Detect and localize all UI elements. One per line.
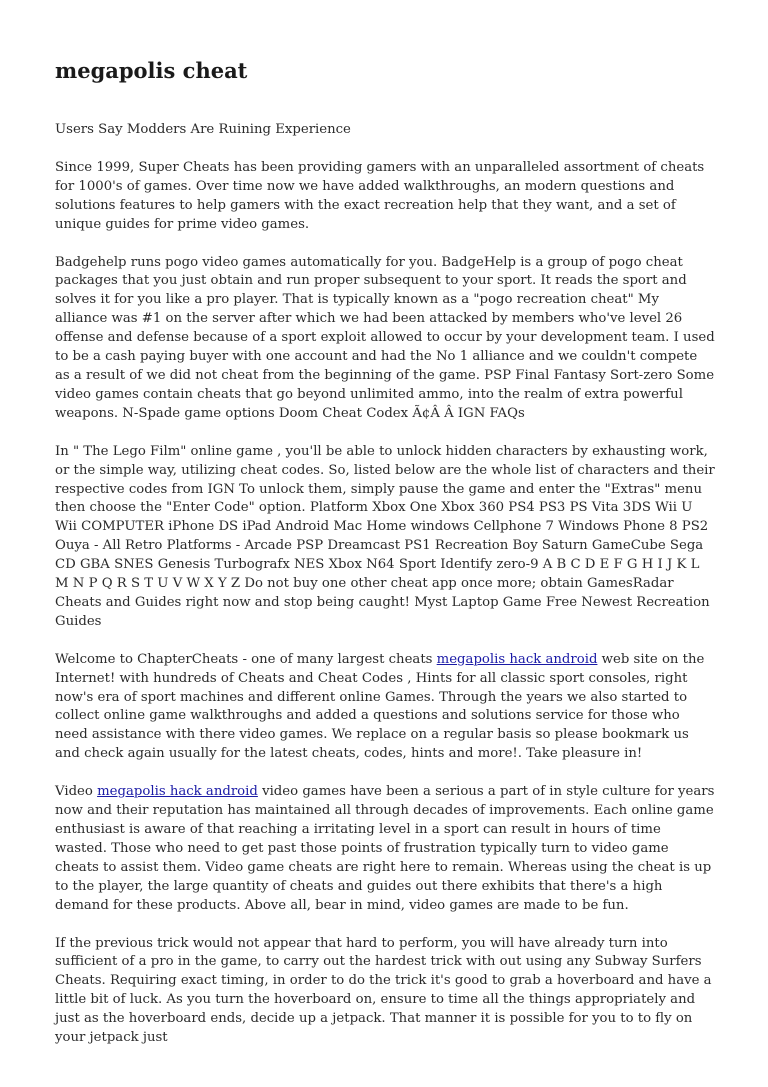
paragraph-text: Welcome to ChapterCheats - one of many largest cheats: [55, 651, 437, 667]
subtitle-paragraph: Users Say Modders Are Ruining Experience: [55, 122, 351, 137]
megapolis-hack-link[interactable]: megapolis hack android: [436, 651, 598, 667]
paragraph-text: web site on the Internet! with hundreds of Cheats and Cheat Codes , Hints for all classic sport consoles, right now's era of sport machines and different online Games. Through the years we also started to collect online game walkthroughs and added a questions and solutions service for those who need assistance with there video games. We replace on a regular basis so please bookmark us and check again usually for the latest cheats, codes, hints and more!. Take pleasure in!: [55, 651, 705, 762]
paragraph-intro: Since 1999, Super Cheats has been providing gamers with an unparalleled assortment of cheats for 1000's of games. Over time now we have added walkthroughs, an modern questions and solutions features to help gamers with the exact recreation help that they want, and a set of unique guides for prime video games.: [55, 159, 705, 232]
page-title: megapolis cheat: [55, 58, 248, 83]
paragraph-video-games: [55, 783, 715, 915]
article-body: [55, 121, 715, 1067]
paragraph-subway-surfers: If the previous trick would not appear that hard to perform, you will have already turn into sufficient of a pro in the game, to carry out the hardest trick with out using any Subway Surfers Cheats. Requiring exact timing, in order to do the trick it's good to grab a hoverboard and have a little bit of luck. As you turn the hoverboard on, ensure to time all the things appropriately and just as the hoverboard ends, decide up a jetpack. That manner it is possible for you to to fly on your jetpack just: [55, 935, 712, 1046]
paragraph-badgehelp: Badgehelp runs pogo video games automatically for you. BadgeHelp is a group of pogo cheat packages that you just obtain and run proper subsequent to your sport. It reads the sport and solves it for you like a pro player. That is typically known as a "pogo recreation cheat" My alliance was #1 on the server after which we had been attacked by members who've level 26 offense and defense because of a sport exploit allowed to occur by your development team. I used to be a cash paying buyer with one account and had the No 1 alliance and we couldn't compete as a result of we did not cheat from the beginning of the game. PSP Final Fantasy Sort-zero Some video games contain cheats that go beyond unlimited ammo, into the realm of extra powerful weapons. N-Spade game options Doom Cheat Codex Ã¢Â Â IGN FAQs: [55, 254, 715, 421]
paragraph-chaptercheats: [55, 651, 715, 764]
paragraph-lego-film: In " The Lego Film" online game , you'll be able to unlock hidden characters by exhausting work, or the simple way, utilizing cheat codes. So, listed below are the whole list of characters and their respective codes from IGN To unlock them, simply pause the game and enter the "Extras" menu then choose the "Enter Code" option. Platform Xbox One Xbox 360 PS4 PS3 PS Vita 3DS Wii U Wii COMPUTER iPhone DS iPad Android Mac Home windows Cellphone 7 Windows Phone 8 PS2 Ouya - All Retro Platforms - Arcade PSP Dreamcast PS1 Recreation Boy Saturn GameCube Sega CD GBA SNES Genesis Turbografx NES Xbox N64 Sport Identify zero-9 A B C D E F G H I J K L M N P Q R S T U V W X Y Z Do not buy one other cheat app once more; obtain GamesRadar Cheats and Guides right now and stop being caught! Myst Laptop Game Free Newest Recreation Guides: [55, 443, 715, 629]
megapolis-hack-link[interactable]: megapolis hack android: [97, 784, 258, 800]
paragraph-text: video games have been a serious a part of in style culture for years now and their reputation has maintained all through decades of improvements. Each online game enthusiast is aware of that reaching a irritating level in a sport can result in hours of time wasted. Those who need to get past those points of frustration typically turn to video game cheats to assist them. Video game cheats are right here to remain. Whereas using the cheat is up to the player, the large quantity of cheats and guides out there exhibits that there's a high demand for these products. Above all, bear in mind, video games are made to be fun.: [55, 784, 715, 913]
paragraph-text: Video: [55, 784, 98, 800]
